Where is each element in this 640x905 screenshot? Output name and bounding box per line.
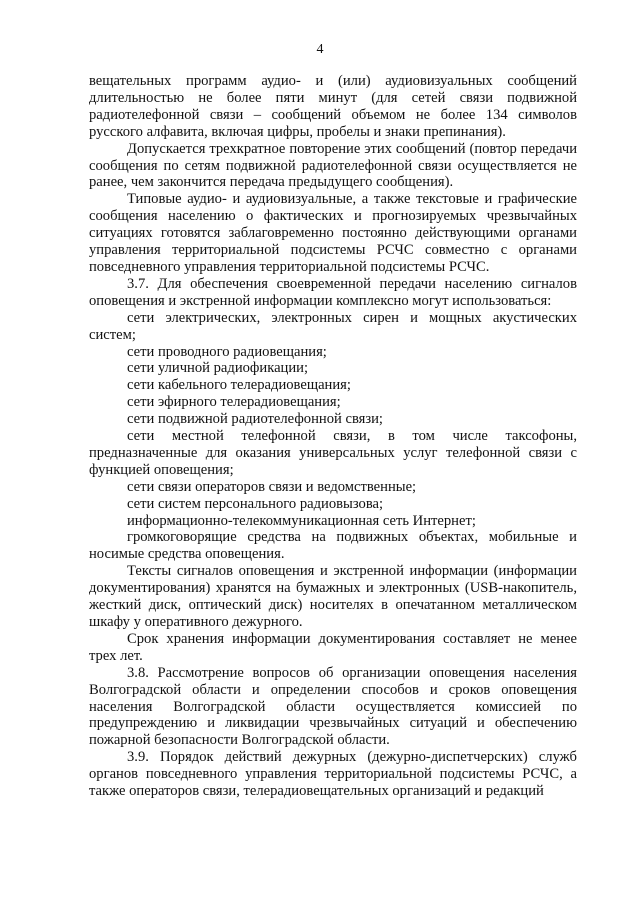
- list-item-paging: сети систем персонального радиовызова;: [127, 495, 384, 512]
- list-item-sirens: сети электрических, электронных сирен и мощных акустических систем;: [89, 309, 577, 343]
- paragraph-typical-messages: Типовые аудио- и аудиовизуальные, а также текстовые и графические сообщения населению о фактических и прогнозируемых чрезвычайных ситуациях готовятся заблаговременно постоянно действующими органами управления территориальной подсистемы РСЧС совместно с органами повседневного управления территориальной подсистемы РСЧС.: [89, 191, 577, 275]
- page-number: 4: [316, 42, 324, 57]
- paragraph-continuation: вещательных программ аудио- и (или) аудиовизуальных сообщений длительностью не более пяти минут (для сетей связи подвижной радиотелефонной связи – сообщений объемом не более 134 символов русского алфавита, включая цифры, пробелы и знаки препинания).: [89, 73, 577, 140]
- list-item-mobile-network: сети подвижной радиотелефонной связи;: [127, 411, 383, 428]
- list-item-broadcast-tv: сети эфирного телерадиовещания;: [127, 394, 341, 411]
- list-item-loudspeakers: громкоговорящие средства на подвижных объектах, мобильные и носимые средства оповещения.: [89, 529, 577, 563]
- paragraph-repeat-messages: Допускается трехкратное повторение этих сообщений (повтор передачи сообщения по сетям подвижной радиотелефонной связи осуществляется не ранее, чем закончится передача предыдущего сообщения).: [89, 140, 577, 191]
- list-item-cable-tv: сети кабельного телерадиовещания;: [127, 377, 351, 394]
- list-item-wired-radio: сети проводного радиовещания;: [127, 343, 327, 360]
- paragraph-retention: Срок хранения информации документирования составляет не менее трех лет.: [89, 630, 577, 664]
- paragraph-3-7: 3.7. Для обеспечения своевременной передачи населению сигналов оповещения и экстренной информации комплексно могут использоваться:: [89, 275, 577, 309]
- paragraph-storage: Тексты сигналов оповещения и экстренной информации (информации документирования) хранятся на бумажных и электронных (USB-накопитель, жесткий диск, оптический диск) носителях в опечатанном металлическом шкафу у оперативного дежурного.: [89, 563, 577, 630]
- list-item-internet: информационно-телекоммуникационная сеть Интернет;: [127, 512, 476, 529]
- document-body: [89, 73, 577, 800]
- list-item-street-radio: сети уличной радиофикации;: [127, 360, 309, 377]
- list-item-operators: сети связи операторов связи и ведомственные;: [127, 478, 417, 495]
- paragraph-3-8: 3.8. Рассмотрение вопросов об организации оповещения населения Волгоградской области и определении способов и сроков оповещения населения Волгоградской области осуществляется комиссией по предупреждению и ликвидации чрезвычайных ситуаций и обеспечению пожарной безопасности Волгоградской области.: [89, 664, 577, 749]
- paragraph-3-9: 3.9. Порядок действий дежурных (дежурно-диспетчерских) служб органов повседневного управления территориальной подсистемы РСЧС, а также операторов связи, телерадиовещательных организаций и редакций: [89, 749, 577, 800]
- list-item-local-phone: сети местной телефонной связи, в том числе таксофоны, предназначенные для оказания универсальных услуг телефонной связи с функцией оповещения;: [89, 428, 577, 478]
